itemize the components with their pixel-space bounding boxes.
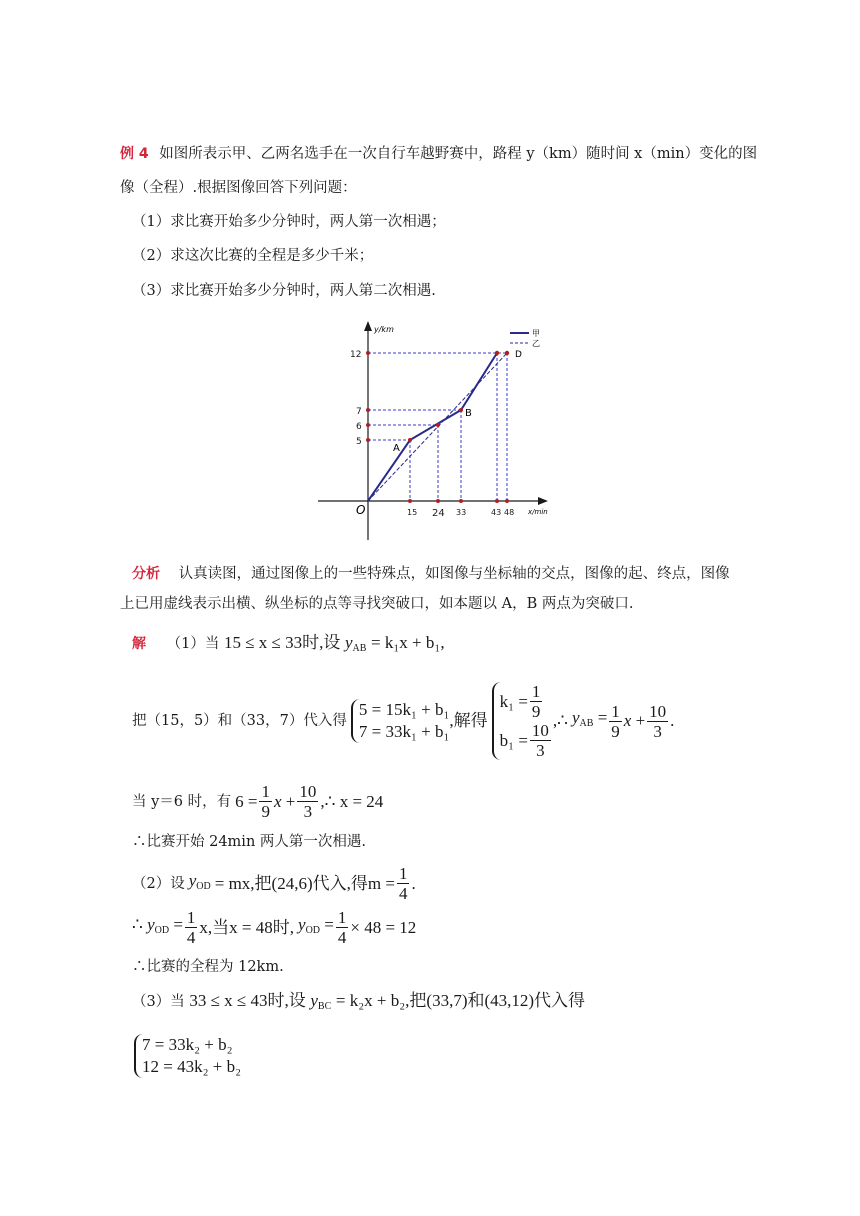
solution-s1-prefix: （1）当	[166, 636, 220, 652]
point-a-dot	[408, 438, 412, 442]
point-b-label: B	[465, 408, 472, 419]
legend-jia-label: 甲	[532, 329, 540, 338]
question-1: （1）求比赛开始多少分钟时，两人第一次相遇；	[132, 214, 446, 230]
solution-s6-text: x,当x = 48时,	[199, 917, 295, 937]
solution-line-3: 当 y＝6 时，有 6 = $\frac{1}{9}$ x + $\frac{10}{3}$ ,∴ x = 24	[132, 782, 384, 821]
frac-m-num: 1	[398, 864, 408, 883]
solution-line-5: （2）设 $y_{OD}$ = mx,把(24,6)代入,得m = $\frac{1}{4}$ .	[132, 864, 416, 903]
system-3-eq2: 12 = 43k₂ + b₂	[142, 1057, 242, 1076]
y-tick-6: 6	[356, 422, 362, 432]
question-2: （2）求这次比赛的全程是多少千米；	[132, 248, 374, 264]
frac-k-den: 9	[531, 702, 541, 721]
system-3	[134, 1034, 241, 1078]
solution-s6-tail: × 48 = 12	[350, 917, 417, 937]
frac-s3-b-num: 10	[299, 782, 317, 801]
sub-ab: AB	[352, 643, 367, 654]
example-intro-line2: 像（全程）.根据图像回答下列问题：	[120, 180, 357, 196]
system-1-eq1: 5 = 15k₁ + b₁	[358, 700, 450, 719]
solution-line-1: 解 （1）当 15 ≤ x ≤ 33时,设 $y_{AB} = k_1x + b_1$,	[132, 633, 445, 654]
dot-y-12	[366, 351, 370, 355]
system-2	[492, 682, 553, 760]
sub-od: OD	[196, 880, 211, 892]
y-axis-arrow	[364, 321, 372, 331]
frac-s6-a-num: 1	[186, 908, 196, 927]
example-label: 例 4	[120, 146, 149, 162]
frac-b-num: 10	[531, 721, 549, 740]
system-1-eq2: 7 = 33k₁ + b₁	[358, 722, 450, 741]
frac-slope-num: 1	[611, 701, 620, 721]
analysis-line2: 上已用虚线表示出横、纵坐标的点等寻找突破口，如本题以 A，B 两点为突破口.	[120, 596, 634, 612]
question-3: （3）求比赛开始多少分钟时，两人第二次相遇.	[132, 283, 436, 299]
dot-y-5	[366, 438, 370, 442]
system-2-b: b₁ =	[499, 730, 528, 750]
meeting-point-dot	[436, 423, 440, 427]
x-axis-arrow	[538, 497, 548, 505]
solution-s1-cond: 15 ≤ x ≤ 33时,设	[223, 633, 341, 652]
origin-label: O	[356, 503, 366, 517]
frac-s6-a-den: 4	[186, 928, 196, 947]
x-tick-33: 33	[456, 508, 467, 517]
sub-ab-2: AB	[579, 718, 594, 729]
analysis-label: 分析	[132, 566, 160, 582]
dot-x-43	[495, 499, 499, 503]
x-tick-43: 43	[491, 508, 502, 517]
point-c-dot	[495, 351, 499, 355]
solution-line-2: 把（15，5）和（33，7）代入得 5 = 15k₁ + b₁ 7 = 33k₁ + b₁ ,解得 k₁ = $\frac{1}{9}$ b₁ = $\frac{10}{3}$ ,∴ $y_{AB}$ = $\frac{1}{9}$ x + $\frac{10}{3}$ .	[132, 682, 675, 760]
x-tick-24: 24	[432, 508, 445, 519]
y-tick-5: 5	[356, 437, 362, 447]
dot-x-15	[408, 499, 412, 503]
sub-od-3: OD	[305, 924, 321, 936]
point-d-label: D	[515, 350, 522, 360]
solution-s2-prefix: 把（15，5）和（33，7）代入得	[132, 713, 347, 729]
sub-od-2: OD	[154, 924, 170, 936]
frac-k-num: 1	[531, 682, 541, 701]
solution-line-4: ∴比赛开始 24min 两人第一次相遇.	[132, 834, 367, 850]
dot-x-24	[436, 499, 440, 503]
example-intro-line1	[120, 144, 757, 164]
analysis-text-1: 认真读图，通过图像上的一些特殊点，如图像与坐标轴的交点，图像的起、终点，图像	[178, 566, 730, 582]
system-3-brace	[134, 1034, 241, 1078]
solution-line-8: （3）当 33 ≤ x ≤ 43时,设 $y_{BC} = k_2x + b_2$,把(33,7)和(43,12)代入得	[132, 991, 586, 1012]
dot-x-33	[459, 499, 463, 503]
frac-slope-den: 9	[611, 721, 620, 741]
solution-s8-tail: = k₂x + b₂,把(33,7)和(43,12)代入得	[335, 991, 586, 1010]
solution-s3-prefix: 当 y＝6 时，有	[132, 793, 232, 810]
solution-s2-therefore: ,∴	[552, 711, 568, 730]
example-intro-text: 如图所表示甲、乙两名选手在一次自行车越野赛中，路程 y（km）随时间 x（min）变化的图	[159, 146, 758, 162]
x-axis-label: x/min	[528, 508, 548, 516]
solution-s3-result: ,∴ x = 24	[320, 791, 384, 811]
point-d-dot	[505, 351, 509, 355]
series-jia-line	[368, 353, 497, 501]
y-tick-7: 7	[356, 407, 362, 417]
solution-line-7: ∴比赛的全程为 12km.	[132, 959, 284, 975]
x-tick-48: 48	[504, 508, 515, 517]
system-3-eq1: 7 = 33k₂ + b₂	[142, 1035, 233, 1054]
y-axis-label: y/km	[374, 325, 394, 334]
frac-s3-a-den: 9	[261, 802, 270, 821]
sub-bc: BC	[317, 1001, 332, 1012]
solution-s5-text: = mx,把(24,6)代入,得m =	[214, 873, 395, 893]
solution-s5-prefix: （2）设	[132, 875, 185, 892]
solution-label: 解	[132, 636, 146, 652]
solution-s8-prefix: （3）当	[132, 994, 185, 1010]
solution-s8-text: 33 ≤ x ≤ 43时,设	[189, 991, 306, 1010]
system-2-k: k₁ =	[499, 691, 528, 711]
dot-x-48	[505, 499, 509, 503]
frac-s3-b-den: 3	[303, 802, 313, 821]
distance-time-graph	[316, 318, 552, 544]
dot-y-6	[366, 423, 370, 427]
legend-yi-label: 乙	[532, 339, 540, 348]
point-b-dot	[459, 408, 463, 412]
frac-m-den: 4	[398, 884, 408, 903]
dot-y-7	[366, 408, 370, 412]
frac-s6-b-num: 1	[337, 908, 347, 927]
solution-s1-eq: = k₁x + b₁,	[371, 633, 445, 652]
frac-int-num: 10	[649, 701, 667, 721]
solution-s2-solve: ,解得	[449, 711, 488, 730]
frac-s3-a-num: 1	[261, 782, 270, 801]
y-tick-12: 12	[350, 350, 362, 360]
frac-b-den: 3	[536, 741, 545, 760]
system-1	[351, 699, 450, 743]
vertical-guides	[410, 353, 507, 501]
x-tick-15: 15	[407, 508, 418, 517]
analysis-line1	[132, 564, 730, 584]
point-a-label: A	[393, 443, 400, 454]
frac-int-den: 3	[653, 721, 662, 741]
frac-s6-b-den: 4	[337, 928, 347, 947]
solution-line-6: ∴ $y_{OD}$ = $\frac{1}{4}$ x,当x = 48时, $y_{OD}$ = $\frac{1}{4}$ × 48 = 12	[132, 908, 417, 947]
